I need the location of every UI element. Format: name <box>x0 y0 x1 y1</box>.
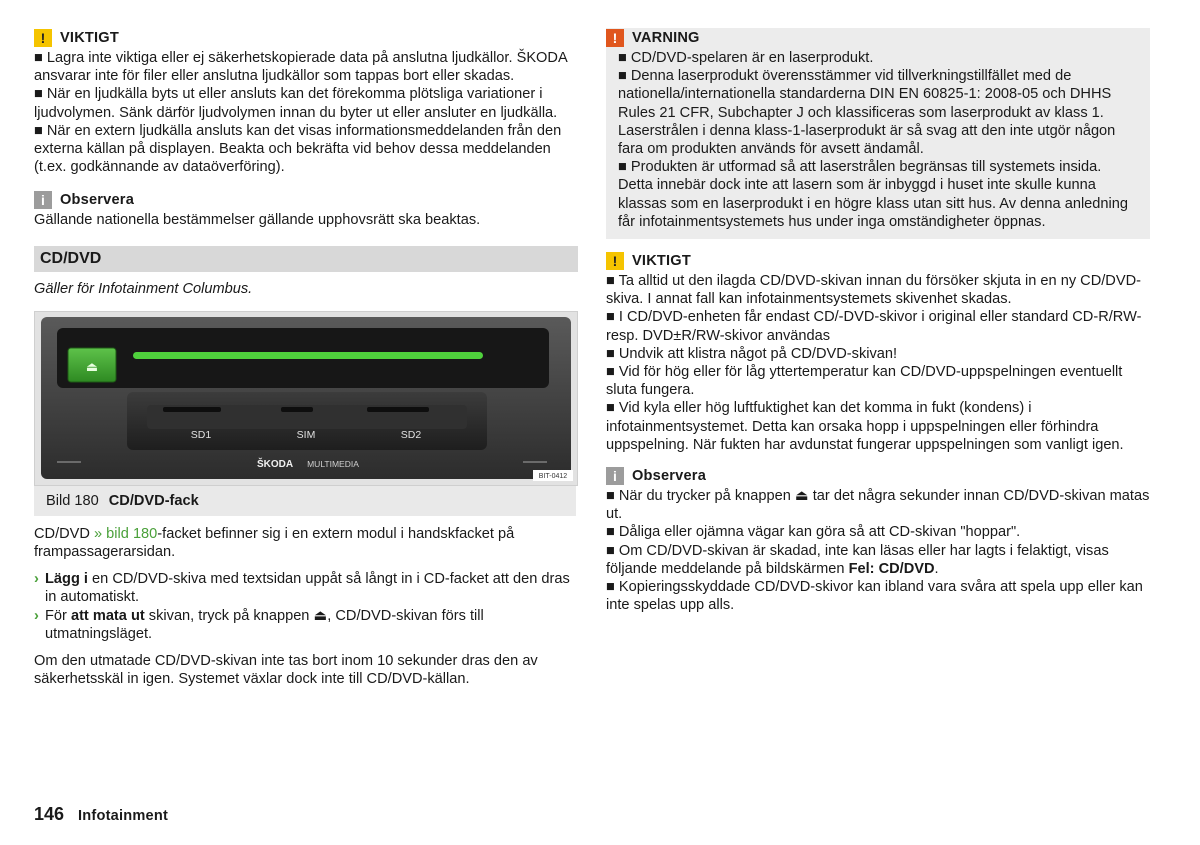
figure-caption <box>34 486 576 516</box>
eject-glyph: ⏏ <box>85 359 99 375</box>
cd-dvd-slot-figure <box>34 311 578 486</box>
viktigt-paragraph: ■ Undvik att klistra något på CD/DVD-skivan! <box>606 345 898 362</box>
page-footer <box>34 804 168 825</box>
body-paragraph: Om den utmatade CD/DVD-skivan inte tas bort inom 10 sekunder dras den av säkerhetsskäl in igen. Systemet växlar dock inte till CD/DVD-källan. <box>34 653 538 688</box>
viktigt-paragraph: ■ Vid för hög eller för låg yttertemperatur kan CD/DVD-uppspelningen eventuellt sluta fungera. <box>606 364 1123 399</box>
caption-number: Bild 180 <box>46 492 99 509</box>
warning-icon: ! <box>606 252 624 270</box>
disc-slot-light <box>133 352 483 359</box>
viktigt-paragraph: ■ När en extern ljudkälla ansluts kan det visas informationsmeddelanden från den externa källan på displayen. Beakta och bekräfta vid behov dessa meddelanden (t.ex. godkännande av dataöverföring). <box>34 122 562 176</box>
left-column <box>34 28 578 688</box>
page-number: 146 <box>34 804 65 824</box>
observera-header <box>606 466 1150 486</box>
sim-label: SIM <box>296 428 316 441</box>
footer-section: Infotainment <box>78 808 169 824</box>
varning-paragraph: ■ Denna laserprodukt överensstämmer vid tillverkningstillfället med de nationella/internationella standarderna DIN EN 60825-1: 2008-05 och DHHS Rules 21 CFR, Subchapter J och klassificeras som laserprodukt av klass 1. Laserstrålen i denna klass-1-laserprodukt är så svag att den inte utgör någon fara om produkten används för avsett ändamål. <box>618 68 1116 158</box>
info-icon: i <box>34 191 52 209</box>
right-column <box>606 28 1150 614</box>
cd-dvd-unit-illustration <box>35 312 577 485</box>
varning-paragraph: ■ Produkten är utformad så att laserstrålen begränsas till systemets insida. Detta innebär dock inte att lasern som är inbyggd i huset inte skulle kunna klassas som en laserprodukt i en högre klass utan sitt hus. Av denna anledning får infotainmentsystemets hus under inga omständigheter öppnas. <box>618 159 1129 230</box>
section-title: CD/DVD <box>34 246 578 272</box>
sd2-label: SD2 <box>400 428 422 441</box>
observera-header <box>34 190 578 210</box>
brand-logo: ŠKODA <box>256 458 294 470</box>
varning-header <box>606 28 1138 48</box>
observera-paragraph: ■ Om CD/DVD-skivan är skadad, inte kan läsas eller har lagts i felaktigt, visas följande meddelande på bildskärmen Fel: CD/DVD. <box>606 542 1109 577</box>
applies-note: Gäller för Infotainment Columbus. <box>34 280 253 297</box>
sim-slot <box>281 407 313 412</box>
step-item: › Lägg i en CD/DVD-skiva med textsidan uppåt så långt in i CD-facket att den dras in automatiskt. <box>34 571 570 606</box>
viktigt-paragraph: ■ Vid kyla eller hög luftfuktighet kan det komma in fukt (kondens) i infotainmentsystemet. Detta kan orsaka hopp i uppspelningen eller förhindra uppspelning. När fukten har avdunstat fungerar uppspelningen som vanligt igen. <box>606 400 1124 453</box>
step-item: › För att mata ut skivan, tryck på knappen ⏏, CD/DVD-skivan förs till utmatningsläget. <box>34 607 484 642</box>
observera-label: Observera <box>60 192 135 209</box>
warning-icon: ! <box>34 29 52 47</box>
observera-text: Gällande nationella bestämmelser gällande upphovsrätt ska beaktas. <box>34 212 481 229</box>
viktigt-paragraph: ■ När en ljudkälla byts ut eller ansluts kan det förekomma plötsliga variationer i ljudvolymen. Sänk därför ljudvolymen innan du byter ut eller ansluter en ljudkälla. <box>34 86 558 121</box>
observera-label: Observera <box>632 468 707 485</box>
viktigt-paragraph: ■ Ta alltid ut den ilagda CD/DVD-skivan innan du försöker skjuta in en ny CD/DVD-skiva. I annat fall kan infotainmentsystemets skivenhet skadas. <box>606 273 1141 308</box>
viktigt-paragraph: ■ I CD/DVD-enheten får endast CD/-DVD-skivor i original eller standard CD-R/RW- resp. DVD±R/RW-skivor användas <box>606 309 1142 344</box>
viktigt-label: VIKTIGT <box>60 30 119 46</box>
danger-icon: ! <box>606 29 624 47</box>
sd2-slot <box>367 407 429 412</box>
viktigt-label: VIKTIGT <box>632 253 691 270</box>
brand-subtitle: MULTIMEDIA <box>307 458 359 469</box>
observera-paragraph: ■ Dåliga eller ojämna vägar kan göra så att CD-skivan "hoppar". <box>606 524 1021 541</box>
varning-paragraph: ■ CD/DVD-spelaren är en laserprodukt. <box>618 50 874 66</box>
observera-paragraph: ■ När du trycker på knappen ⏏ tar det några sekunder innan CD/DVD-skivan matas ut. <box>606 488 1150 523</box>
figure-code: BIT-0412 <box>538 472 568 480</box>
varning-box <box>606 28 1150 239</box>
observera-paragraph: ■ Kopieringsskyddade CD/DVD-skivor kan ibland vara svåra att spela upp eller kan inte spelas upp alls. <box>606 579 1143 614</box>
error-message: Fel: CD/DVD <box>848 560 935 577</box>
step-arrow-icon: › <box>34 571 39 588</box>
caption-title: CD/DVD-fack <box>108 492 199 509</box>
info-icon: i <box>606 467 624 485</box>
viktigt-header <box>34 28 578 48</box>
sd1-label: SD1 <box>190 428 212 441</box>
varning-label: VARNING <box>632 30 700 46</box>
body-paragraph: CD/DVD » bild 180-facket befinner sig i en extern modul i handskfacket på frampassagerarsidan. <box>34 525 515 561</box>
viktigt-paragraph: ■ Lagra inte viktiga eller ej säkerhetskopierade data på anslutna ljudkällor. ŠKODA ansvarar inte för filer eller anslutna ljudkällor som tappas bort eller skadas. <box>34 50 567 85</box>
viktigt-header <box>606 251 1150 271</box>
sd1-slot <box>163 407 221 412</box>
figure-link[interactable]: » bild 180 <box>94 525 158 542</box>
step-arrow-icon: › <box>34 607 39 624</box>
